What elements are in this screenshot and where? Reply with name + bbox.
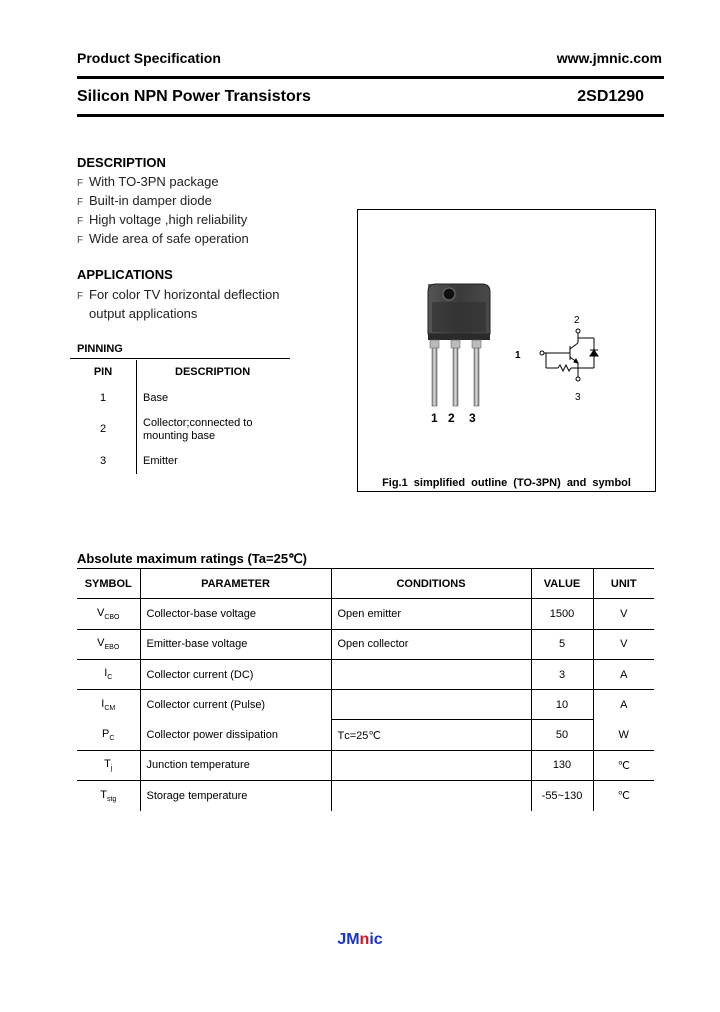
value-cell: 3: [531, 659, 593, 689]
table-row: [77, 781, 654, 811]
pin-description: Base: [143, 392, 169, 404]
package-pin-label: 2: [448, 411, 455, 425]
figure-box: [357, 209, 656, 492]
ratings-table: [77, 568, 654, 811]
figure-caption: Fig.1 simplified outline (TO-3PN) and symbol: [382, 477, 631, 489]
bullet-mark-icon: F: [77, 291, 84, 302]
conditions-cell: [331, 781, 531, 811]
package-pin-label: 1: [431, 411, 438, 425]
conditions-cell: [331, 690, 531, 720]
pin-description: Emitter: [143, 455, 178, 467]
table-row: [77, 720, 654, 750]
pinning-rule: [70, 358, 290, 359]
pinning-header-pin: PIN: [93, 366, 113, 378]
conditions-cell: Open collector: [331, 629, 531, 659]
bullet-mark-icon: F: [77, 197, 84, 208]
symbol-cell: $V_{EBO}$: [77, 629, 140, 659]
symbol-cell: $I_{CM}$: [77, 690, 140, 720]
col-parameter: PARAMETER: [140, 569, 331, 599]
footer-brand-logo: JMnic: [337, 931, 383, 948]
pin-number: 2: [99, 423, 107, 435]
symbol-emitter-label: 3: [575, 392, 581, 403]
conditions-cell: Tᴄ=25℃: [331, 720, 531, 750]
ratings-title: Absolute maximum ratings (Ta=25℃): [77, 551, 307, 566]
unit-cell: V: [593, 599, 654, 629]
value-cell: 5: [531, 629, 593, 659]
bullet-mark-icon: F: [77, 235, 84, 246]
header-title: Product Specification: [77, 50, 221, 66]
bullet-mark-icon: F: [77, 216, 84, 227]
table-row: [77, 629, 654, 659]
description-item: F High voltage ,high reliability: [77, 212, 248, 227]
table-row: [77, 690, 654, 720]
symbol-cell: $V_{CBO}$: [77, 599, 140, 629]
value-cell: 1500: [531, 599, 593, 629]
symbol-cell: $I_C$: [77, 659, 140, 689]
col-symbol: SYMBOL: [77, 569, 140, 599]
description-item: F With TO-3PN package: [77, 174, 219, 189]
package-and-symbol-drawing: [358, 210, 655, 491]
parameter-cell: Junction temperature: [140, 750, 331, 780]
table-row: [77, 599, 654, 629]
col-unit: UNIT: [593, 569, 654, 599]
pin-number: 1: [99, 392, 107, 404]
unit-cell: V: [593, 629, 654, 659]
header-website-link[interactable]: www.jmnic.com: [556, 50, 662, 66]
subheader-rule: [77, 114, 664, 117]
parameter-cell: Collector power dissipation: [140, 720, 331, 750]
applications-title: APPLICATIONS: [77, 267, 173, 282]
description-item: F Wide area of safe operation: [77, 231, 249, 246]
parameter-cell: Collector-base voltage: [140, 599, 331, 629]
part-number: 2SD1290: [577, 88, 644, 105]
applications-item: output applications: [89, 306, 198, 321]
pinning-title: PINNING: [77, 343, 123, 355]
pinning-divider: [136, 360, 137, 474]
package-pin-label: 3: [469, 411, 476, 425]
applications-item: F For color TV horizontal deflection: [77, 287, 280, 302]
symbol-base-label: 1: [515, 350, 521, 361]
unit-cell: W: [593, 720, 654, 750]
conditions-cell: [331, 750, 531, 780]
conditions-cell: Open emitter: [331, 599, 531, 629]
to3pn-package-icon: [428, 284, 490, 406]
table-row: [77, 659, 654, 689]
parameter-cell: Storage temperature: [140, 781, 331, 811]
bullet-mark-icon: F: [77, 178, 84, 189]
table-row: [77, 750, 654, 780]
symbol-cell: $T_{stg}$: [77, 781, 140, 811]
col-value: VALUE: [531, 569, 593, 599]
parameter-cell: Collector current (DC): [140, 659, 331, 689]
value-cell: -55~130: [531, 781, 593, 811]
pin-number: 3: [99, 455, 107, 467]
pin-description: Collector;connected to mounting base: [143, 417, 253, 442]
parameter-cell: Emitter-base voltage: [140, 629, 331, 659]
parameter-cell: Collector current (Pulse): [140, 690, 331, 720]
symbol-collector-label: 2: [574, 315, 580, 326]
description-item: F Built-in damper diode: [77, 193, 212, 208]
header-rule: [77, 76, 664, 79]
unit-cell: A: [593, 690, 654, 720]
value-cell: 50: [531, 720, 593, 750]
conditions-cell: [331, 659, 531, 689]
unit-cell: A: [593, 659, 654, 689]
symbol-cell: $T_j$: [77, 750, 140, 780]
value-cell: 130: [531, 750, 593, 780]
product-family: Silicon NPN Power Transistors: [77, 88, 311, 105]
unit-cell: ℃: [593, 781, 654, 811]
npn-transistor-symbol-icon: [540, 329, 598, 381]
symbol-cell: $P_C$: [77, 720, 140, 750]
col-conditions: CONDITIONS: [331, 569, 531, 599]
value-cell: 10: [531, 690, 593, 720]
unit-cell: ℃: [593, 750, 654, 780]
description-title: DESCRIPTION: [77, 155, 166, 170]
ratings-header-row: [77, 569, 654, 599]
pinning-header-description: DESCRIPTION: [175, 366, 251, 378]
